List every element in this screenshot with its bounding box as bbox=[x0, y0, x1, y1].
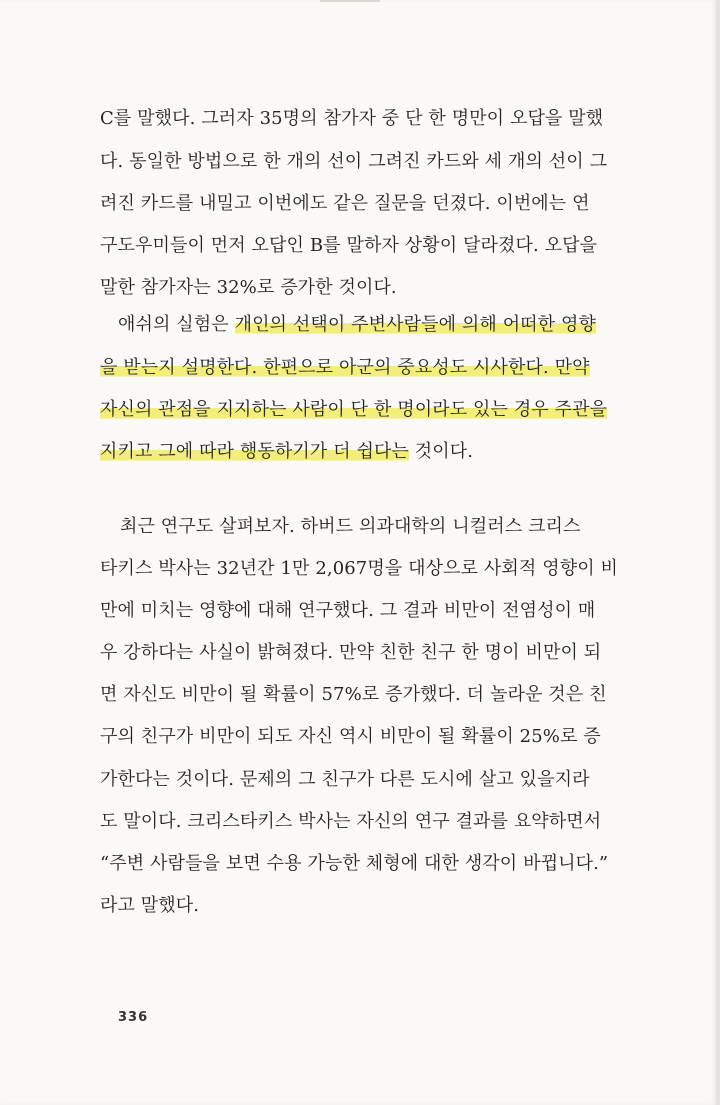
paragraph2-line-2 bbox=[100, 355, 620, 381]
paragraph2-line-1 bbox=[118, 312, 620, 338]
paragraph3-line-7: 가한다는 것이다. 문제의 그 친구가 다른 도시에 살고 있을지라 bbox=[100, 769, 590, 790]
paragraph3-line-9: “주변 사람들을 보면 수용 가능한 체형에 대한 생각이 바뀝니다.” bbox=[100, 853, 609, 874]
page-number: 336 bbox=[118, 1010, 149, 1025]
paragraph3-line-10: 라고 말했다. bbox=[100, 895, 200, 916]
paragraph3-line-5: 면 자신도 비만이 될 확률이 57%로 증가했다. 더 놀라운 것은 친 bbox=[100, 684, 607, 705]
paragraph1-line-2: 다. 동일한 방법으로 한 개의 선이 그려진 카드와 세 개의 선이 그 bbox=[100, 151, 608, 172]
paragraph1-line-5: 말한 참가자는 32%로 증가한 것이다. bbox=[100, 277, 397, 298]
paragraph3-line-6: 구의 친구가 비만이 되도 자신 역시 비만이 될 확률이 25%로 증 bbox=[100, 726, 601, 747]
paragraph2-line-4 bbox=[100, 439, 620, 465]
page-edge bbox=[716, 0, 720, 1105]
paragraph3-line-2: 타키스 박사는 32년간 1만 2,067명을 대상으로 사회적 영향이 비 bbox=[100, 558, 618, 579]
paragraph2-line-3 bbox=[100, 397, 620, 423]
paragraph3-line-1: 최근 연구도 살펴보자. 하버드 의과대학의 니컬러스 크리스 bbox=[120, 516, 581, 537]
paragraph1-line-4: 구도우미들이 먼저 오답인 B를 말하자 상황이 달라졌다. 오답을 bbox=[100, 235, 598, 256]
paragraph2-line-4-text: 것이다. bbox=[408, 441, 474, 462]
paragraph3-line-8: 도 말이다. 크리스타키스 박사는 자신의 연구 결과를 요약하면서 bbox=[100, 811, 602, 832]
paragraph2-line-1-text: 애쉬의 실험은 bbox=[118, 314, 235, 335]
paragraph3-line-4: 우 강하다는 사실이 밝혀졌다. 만약 친한 친구 한 명이 비만이 되 bbox=[100, 642, 602, 663]
highlighted-text: 을 받는지 설명한다. 한편으로 아군의 중요성도 시사한다. 만약 bbox=[100, 357, 590, 378]
paragraph1-line-1: C를 말했다. 그러자 35명의 참가자 중 단 한 명만이 오답을 말했 bbox=[100, 108, 604, 129]
highlighted-text: 개인의 선택이 주변사람들에 의해 어떠한 영향 bbox=[234, 314, 596, 335]
paragraph1-line-3: 려진 카드를 내밀고 이번에도 같은 질문을 던졌다. 이번에는 연 bbox=[100, 193, 590, 214]
paragraph3-line-3: 만에 미치는 영향에 대해 연구했다. 그 결과 비만이 전염성이 매 bbox=[100, 600, 596, 621]
page-top-mark bbox=[320, 0, 380, 2]
highlighted-text: 자신의 관점을 지지하는 사람이 단 한 명이라도 있는 경우 주관을 bbox=[100, 399, 608, 420]
highlighted-text: 지키고 그에 따라 행동하기가 더 쉽다는 bbox=[100, 441, 409, 462]
